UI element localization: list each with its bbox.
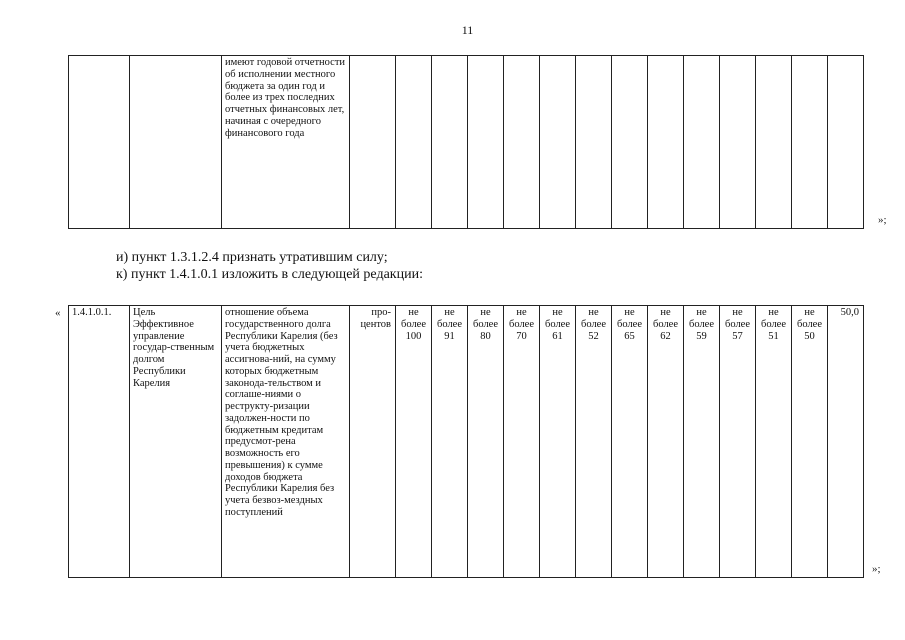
cell-final: 50,0 [828, 306, 864, 578]
value-qualifier: не более [724, 307, 750, 330]
cell-value [792, 56, 828, 229]
cell-value [612, 306, 648, 578]
value-qualifier: не более [400, 307, 426, 330]
value-number: 61 [552, 330, 563, 342]
cell-value [396, 306, 432, 578]
cell-goal [130, 56, 222, 229]
value-qualifier: не более [436, 307, 462, 330]
cell-value [540, 56, 576, 229]
value-number: 59 [696, 330, 707, 342]
table1-close-quote: »; [878, 214, 887, 226]
cell-value [396, 56, 432, 229]
value-qualifier: не более [760, 307, 786, 330]
value-number: 50 [804, 330, 815, 342]
value-qualifier: не более [580, 307, 606, 330]
value-number: 51 [768, 330, 779, 342]
cell-value [648, 56, 684, 229]
cell-goal: Цель Эффективное управление государ-ственным долгом Республики Карелия [130, 306, 222, 578]
value-number: 52 [588, 330, 599, 342]
paragraph-i: и) пункт 1.3.1.2.4 признать утратившим силу; [116, 250, 388, 265]
cell-indicator: имеют годовой отчетности об исполнении местного бюджета за один год и более из трех последних отчетных финансовых лет, начиная с очередного финансового года [222, 56, 350, 229]
cell-value [756, 56, 792, 229]
table-continuation [68, 55, 864, 229]
table-row [69, 56, 864, 229]
cell-value [792, 306, 828, 578]
value-qualifier: не более [796, 307, 822, 330]
cell-value [720, 56, 756, 229]
value-qualifier: не более [472, 307, 498, 330]
cell-value [756, 306, 792, 578]
cell-value [648, 306, 684, 578]
value-number: 57 [732, 330, 743, 342]
cell-value [432, 306, 468, 578]
value-qualifier: не более [544, 307, 570, 330]
value-number: 80 [480, 330, 491, 342]
cell-value [432, 56, 468, 229]
value-number: 91 [444, 330, 455, 342]
cell-value [576, 306, 612, 578]
cell-unit [350, 56, 396, 229]
value-qualifier: не более [652, 307, 678, 330]
cell-value [540, 306, 576, 578]
value-number: 100 [405, 330, 422, 342]
cell-final [828, 56, 864, 229]
cell-indicator: отношение объема государственного долга Республики Карелия (без учета бюджетных ассигнова-ний, на сумму которых бюджетным законода-тельством и соглаше-ниями о реструкту-ризации задолжен-ности по бюджетным кредитам предусмот-рена возможность его превышения) к сумме доходов бюджета Республики Карелия без учета безвоз-мездных поступлений [222, 306, 350, 578]
cell-value [720, 306, 756, 578]
cell-value [684, 306, 720, 578]
cell-value [612, 56, 648, 229]
value-number: 65 [624, 330, 635, 342]
value-qualifier: не более [616, 307, 642, 330]
table2-close-quote: »; [872, 563, 881, 575]
table2-open-quote: « [55, 307, 61, 319]
value-qualifier: не более [508, 307, 534, 330]
cell-code [69, 56, 130, 229]
cell-value [468, 56, 504, 229]
page-number: 11 [461, 23, 474, 37]
cell-code: 1.4.1.0.1. [69, 306, 130, 578]
cell-value [504, 56, 540, 229]
value-number: 62 [660, 330, 671, 342]
cell-unit: про-центов [350, 306, 396, 578]
cell-value [504, 306, 540, 578]
table-point-1-4-1-0-1 [68, 305, 864, 578]
paragraph-k: к) пункт 1.4.1.0.1 изложить в следующей редакции: [116, 267, 423, 282]
table-row [69, 306, 864, 578]
cell-value [684, 56, 720, 229]
value-number: 70 [516, 330, 527, 342]
cell-value [576, 56, 612, 229]
cell-value [468, 306, 504, 578]
value-qualifier: не более [688, 307, 714, 330]
